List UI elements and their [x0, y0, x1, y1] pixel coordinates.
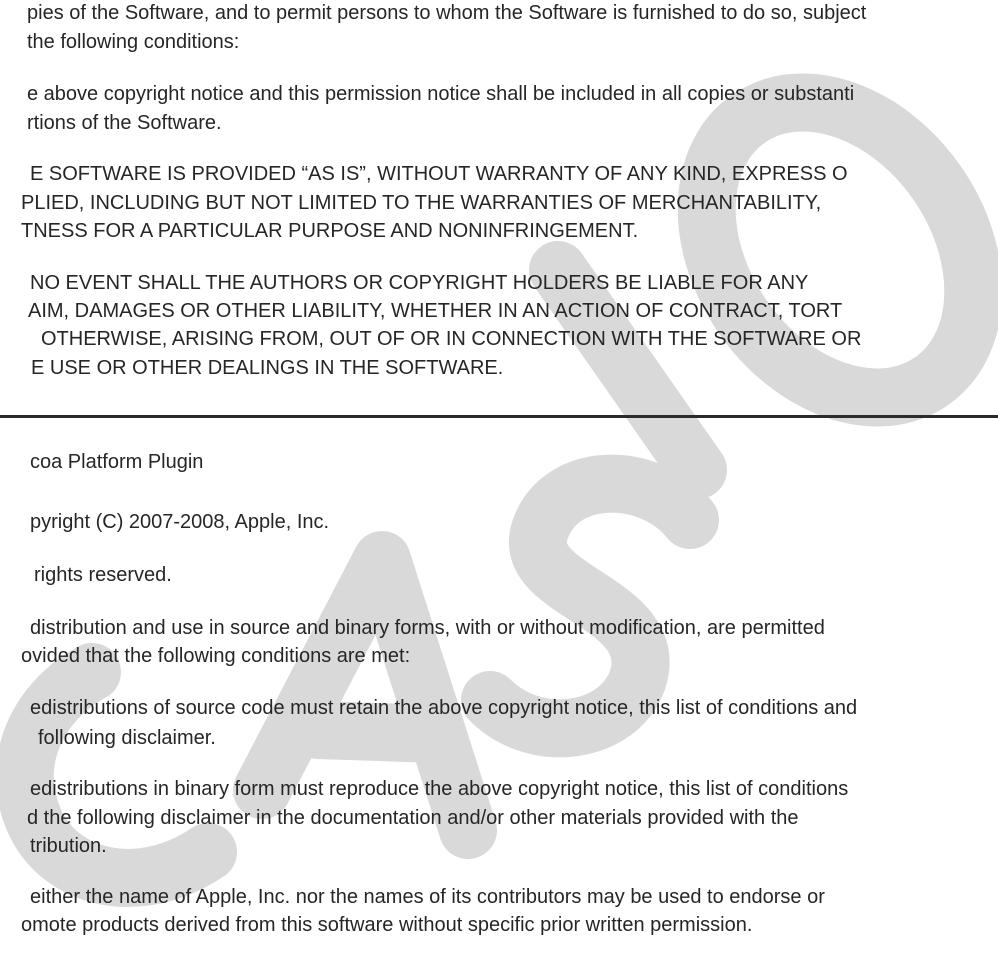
license-text-line: edistributions in binary form must reproduce the above copyright notice, this list of conditions — [30, 778, 849, 800]
license-text-line: e above copyright notice and this permission notice shall be included in all copies or substanti — [27, 83, 855, 105]
rights-line: rights reserved. — [34, 564, 172, 586]
license-text-line: following disclaimer. — [38, 727, 216, 749]
license-text-line: PLIED, INCLUDING BUT NOT LIMITED TO THE WARRANTIES OF MERCHANTABILITY, — [21, 192, 822, 214]
section-title: coa Platform Plugin — [30, 451, 204, 473]
license-text-line: d the following disclaimer in the documentation and/or other materials provided with the — [27, 807, 799, 829]
license-text-line: either the name of Apple, Inc. nor the names of its contributors may be used to endorse or — [30, 886, 825, 908]
license-text-line: TNESS FOR A PARTICULAR PURPOSE AND NONINFRINGEMENT. — [21, 220, 639, 242]
license-text-line: the following conditions: — [27, 31, 240, 53]
license-text-line: E USE OR OTHER DEALINGS IN THE SOFTWARE. — [31, 357, 504, 379]
license-text-line: OTHERWISE, ARISING FROM, OUT OF OR IN CONNECTION WITH THE SOFTWARE OR — [41, 328, 862, 350]
license-text-line: AIM, DAMAGES OR OTHER LIABILITY, WHETHER IN AN ACTION OF CONTRACT, TORT — [28, 300, 843, 322]
license-text-line: edistributions of source code must retain the above copyright notice, this list of conditions and — [30, 697, 858, 719]
license-text-line: NO EVENT SHALL THE AUTHORS OR COPYRIGHT HOLDERS BE LIABLE FOR ANY — [30, 272, 809, 294]
license-text-line: distribution and use in source and binary forms, with or without modification, are permitted — [30, 617, 825, 639]
license-text-line: tribution. — [30, 835, 107, 857]
license-text-line: ovided that the following conditions are met: — [21, 645, 411, 667]
section-divider — [0, 415, 998, 418]
license-text-line: rtions of the Software. — [27, 112, 222, 134]
license-text-line: E SOFTWARE IS PROVIDED “AS IS”, WITHOUT WARRANTY OF ANY KIND, EXPRESS O — [30, 163, 848, 185]
license-text-line: pies of the Software, and to permit persons to whom the Software is furnished to do so, subject — [27, 2, 867, 24]
license-text-line: omote products derived from this software without specific prior written permission. — [21, 914, 753, 936]
copyright-line: pyright (C) 2007-2008, Apple, Inc. — [30, 511, 330, 533]
